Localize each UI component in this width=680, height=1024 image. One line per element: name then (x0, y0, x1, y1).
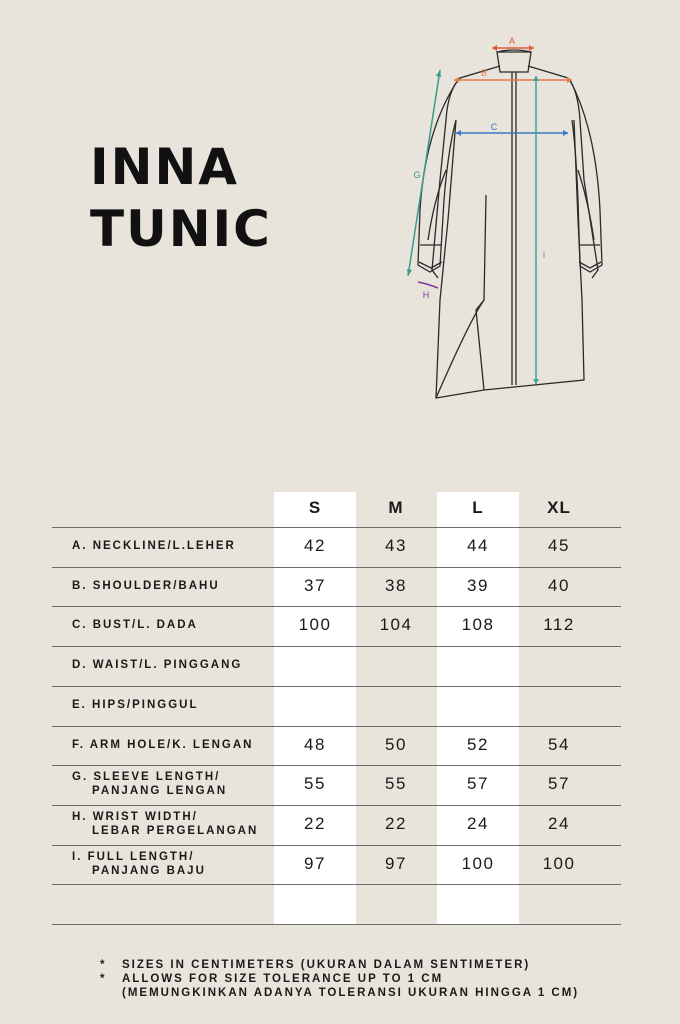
row-label-7: H. WRIST WIDTH/ LEBAR PERGELANGAN (72, 811, 259, 837)
cell-7-3: 24 (548, 814, 570, 833)
cell-8-2: 100 (461, 854, 495, 873)
measure-a (492, 36, 534, 51)
table-rule-bottom (52, 924, 621, 925)
size-header-l: L (472, 498, 484, 517)
note-3: (MEMUNGKINKAN ADANYA TOLERANSI UKURAN HINGGA 1 CM) (122, 987, 580, 999)
label-g: G (413, 170, 421, 180)
table-rule-3 (52, 686, 621, 687)
cell-0-3: 45 (548, 536, 570, 555)
cell-8-0: 97 (304, 854, 326, 873)
cell-5-3: 54 (548, 735, 570, 754)
title-line-2: TUNIC (90, 200, 272, 258)
label-h: H (422, 290, 430, 300)
cell-6-3: 57 (548, 774, 570, 793)
note-2: * ALLOWS FOR SIZE TOLERANCE UP TO 1 CM (100, 973, 444, 985)
tunic-outline (418, 50, 602, 398)
cell-6-0: 55 (304, 774, 326, 793)
cell-0-1: 43 (385, 536, 407, 555)
size-header-s: S (308, 498, 322, 517)
tunic-measurement-diagram (390, 30, 630, 420)
size-header-xl: XL (547, 498, 571, 517)
cell-1-1: 38 (385, 576, 407, 595)
row-label-5: F. ARM HOLE/K. LENGAN (72, 739, 254, 751)
cell-8-3: 100 (542, 854, 576, 873)
table-rule-0 (52, 567, 621, 568)
size-header-m: M (388, 498, 404, 517)
row-label-3: D. WAIST/L. PINGGANG (72, 659, 243, 671)
table-rule-4 (52, 726, 621, 727)
table-rule-5 (52, 765, 621, 766)
cell-1-0: 37 (304, 576, 326, 595)
cell-0-0: 42 (304, 536, 326, 555)
title-line-1: INNA (90, 138, 239, 196)
cell-2-1: 104 (379, 615, 413, 634)
cell-6-1: 55 (385, 774, 407, 793)
cell-8-1: 97 (385, 854, 407, 873)
table-rule-7 (52, 845, 621, 846)
label-c: C (490, 122, 498, 132)
note-1: * SIZES IN CENTIMETERS (UKURAN DALAM SENTIMETER) (100, 959, 531, 971)
label-i: I (542, 250, 546, 260)
measure-b (454, 68, 572, 83)
table-rule-6 (52, 805, 621, 806)
cell-1-2: 39 (467, 576, 489, 595)
row-label-8: I. FULL LENGTH/ PANJANG BAJU (72, 851, 206, 877)
row-label-6: G. SLEEVE LENGTH/ PANJANG LENGAN (72, 771, 228, 797)
cell-5-0: 48 (304, 735, 326, 754)
table-rule-header (52, 527, 621, 528)
product-title (90, 136, 272, 260)
cell-7-1: 22 (385, 814, 407, 833)
cell-2-3: 112 (543, 615, 575, 634)
label-b: B (480, 68, 488, 78)
cell-0-2: 44 (467, 536, 489, 555)
row-label-1: B. SHOULDER/BAHU (72, 580, 220, 592)
cell-2-0: 100 (298, 615, 332, 634)
row-label-4: E. HIPS/PINGGUL (72, 699, 199, 711)
cell-5-2: 52 (467, 735, 489, 754)
cell-5-1: 50 (385, 735, 407, 754)
table-rule-1 (52, 606, 621, 607)
table-rule-8 (52, 884, 621, 885)
cell-6-2: 57 (467, 774, 489, 793)
row-label-0: A. NECKLINE/L.LEHER (72, 540, 236, 552)
table-rule-2 (52, 646, 621, 647)
label-a: A (508, 36, 516, 46)
cell-7-0: 22 (304, 814, 326, 833)
measure-i (533, 76, 545, 384)
measure-h (418, 282, 438, 300)
cell-7-2: 24 (467, 814, 489, 833)
cell-2-2: 108 (461, 615, 495, 634)
size-notes (100, 958, 579, 1000)
cell-1-3: 40 (548, 576, 570, 595)
row-label-2: C. BUST/L. DADA (72, 619, 198, 631)
